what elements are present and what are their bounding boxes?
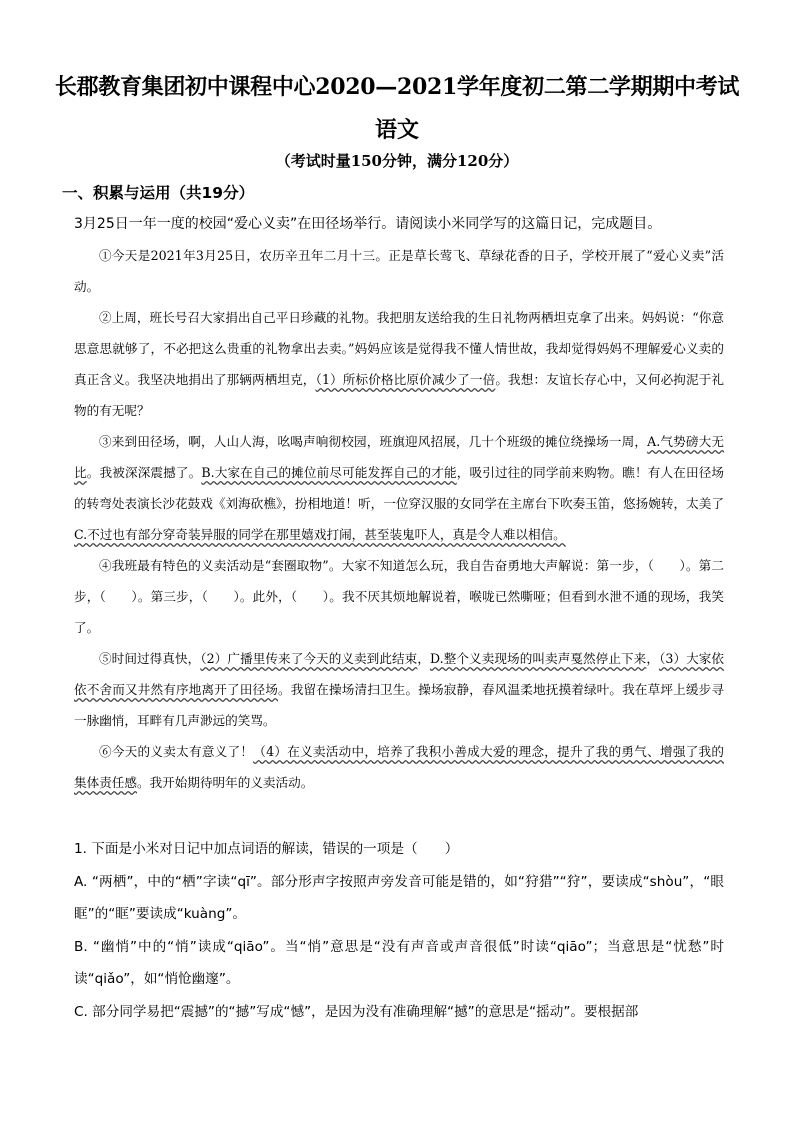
diary-text: ，吸引过往的同学前来购物。瞧！有人在田径场的转弯处表演长沙花鼓戏《刘海砍樵》，扮相地道！听，一位穿汉服的女同学在主席台下吹奏玉笛，悠扬婉转，太美了 <box>74 465 725 511</box>
underlined-sentence-c: C.不过也有部分穿奇装异服的同学在那里嬉戏打闹，甚至装鬼吓人，真是令人难以相信。 <box>74 527 566 542</box>
section-intro: 3月25日一年一度的校园“爱心义卖”在田径场举行。请阅读小米同学写的这篇日记，完成题目。 <box>74 216 662 232</box>
diary-paragraph-6 <box>74 736 724 798</box>
question-1-option-c: C. 部分同学易把“震撼”的“撼”写成“憾”，是因为没有准确理解“撼”的意思是“摇动”。要根据部 <box>74 1003 639 1020</box>
section-heading: 一、积累与运用（共19分） <box>62 184 255 202</box>
underlined-sentence-3: （3）大家依依不舍而又井然有序地离开了田径场 <box>74 651 725 697</box>
diary-paragraph-4: ④我班最有特色的义卖活动是“套圈取物”。大家不知道怎么玩，我自告奋勇地大声解说：第一步，（ ）。第二步，（ ）。第三步，（ ）。此外，（ ）。我不厌其烦地解说着，喉咙已然嘶哑；但看到水泄不通的现场，我笑了。 <box>74 558 724 635</box>
diary-text: 。我留在操场清扫卫生。操场寂静，春风温柔地抚摸着绿叶。我在草坪上缓步寻一脉幽悄，耳畔有几声渺远的笑骂。 <box>74 682 725 728</box>
question-1-option-a: A. “两栖”，中的“栖”字读“qī”。部分形声字按照声旁发音可能是错的，如“狩猎”“狩”，要读成“shòu”，“眼眶”的“眶”要读成“kuàng”。 <box>74 873 724 922</box>
diary-text: ②上周，班长号召大家捐出自己平日珍藏的礼物。我把朋友送给我的生日礼物两栖坦克拿了出来。妈妈说：“你意思意思就够了，不必把这么贵重的礼物拿出去卖。”妈妈应该是觉得我不懂人情世故，我却觉得妈妈不理解爱心义卖的真正含义。我坚决地捐出了那辆两栖坦克， <box>74 310 724 387</box>
subject-title: 语文 <box>374 117 419 143</box>
underlined-sentence-4: （4）在义卖活动中，培养了我积小善成大爱的理念，提升了我的勇气、增强了我的集体责任感 <box>74 744 725 790</box>
underlined-sentence-a: A.气势磅大无比 <box>74 434 724 480</box>
diary-paragraph-1: ①今天是2021年3月25日，农历辛丑年二月十三。正是草长莺飞、草绿花香的日子，学校开展了“爱心义卖”活动。 <box>74 248 724 294</box>
exam-info: （考试时量150分钟，满分120分） <box>275 152 519 170</box>
diary-text: ， <box>417 651 431 666</box>
underlined-sentence-1: （1）所标价格比原价减少了一倍 <box>315 372 496 387</box>
diary-passage <box>74 240 724 798</box>
question-1-option-b: B. “幽悄”中的“悄”读成“qiāo”。当“悄”意思是“没有声音或声音很低”时读“qiāo”；当意思是“忧愁”时读“qiǎo”，如“悄怆幽邃”。 <box>74 938 724 987</box>
diary-paragraph-5 <box>74 643 724 736</box>
exam-title: 长郡教育集团初中课程中心2020—2021学年度初二第二学期期中考试 <box>54 74 740 100</box>
diary-text: ③来到田径场，啊，人山人海，吆喝声响彻校园，班旗迎风招展，几十个班级的摊位绕操场一周， <box>99 434 648 449</box>
underlined-sentence-d: D.整个义卖现场的叫卖声戛然停止下来 <box>430 651 647 666</box>
underlined-sentence-b: B.大家在自己的摊位前尽可能发挥自己的才能 <box>201 465 457 480</box>
underlined-sentence-2: （2）广播里传来了今天的义卖到此结束 <box>200 651 418 666</box>
diary-text: 。我开始期待明年的义卖活动。 <box>136 775 314 790</box>
diary-paragraph-3 <box>74 426 724 550</box>
diary-text: ， <box>646 651 659 666</box>
diary-text: ⑥今天的义卖太有意义了！ <box>99 744 254 759</box>
question-block <box>74 833 724 1028</box>
diary-text: 。我被深深震撼了。 <box>86 465 202 480</box>
question-1-stem: 1. 下面是小米对日记中加点词语的解读，错误的一项是（ ） <box>74 841 459 857</box>
diary-paragraph-2 <box>74 302 724 426</box>
diary-text: 。我想：友谊长存心中，又何必拘泥于礼物的有无呢？ <box>74 372 725 418</box>
diary-text: ⑤时间过得真快， <box>99 651 201 666</box>
